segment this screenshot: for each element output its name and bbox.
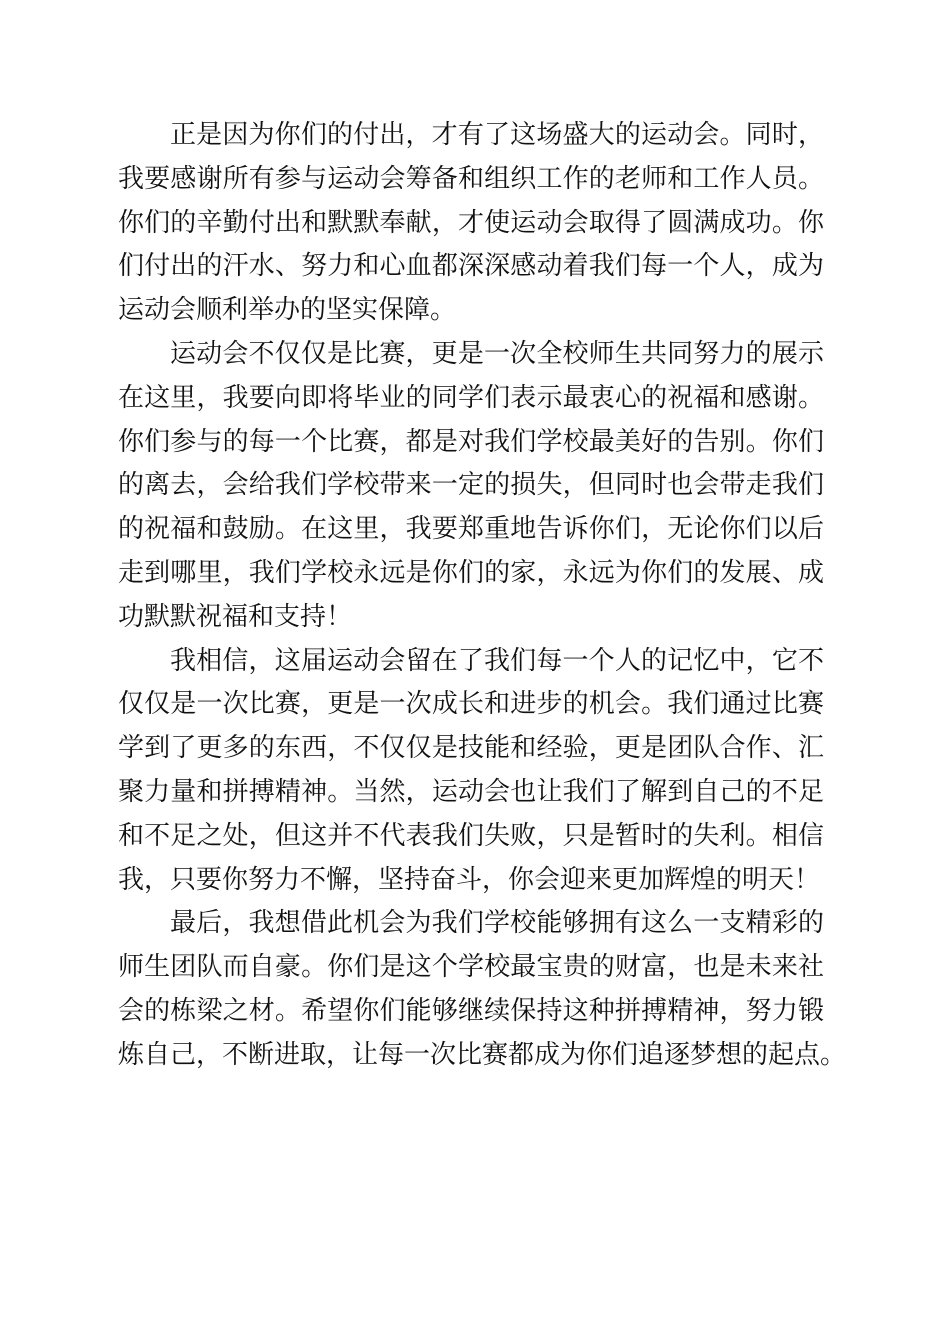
- paragraph-3-line-6: 我，只要你努力不懈，坚持奋斗，你会迎来更加辉煌的明天！: [118, 864, 821, 895]
- paragraph-1-line-5: 运动会顺利举办的坚实保障。: [118, 295, 457, 326]
- document-body: [118, 114, 847, 1078]
- paragraph-2-line-5: 的祝福和鼓励。在这里，我要郑重地告诉你们，无论你们以后: [118, 514, 824, 545]
- paragraph-4-line-4: 炼自己，不断进取，让每一次比赛都成为你们追逐梦想的起点。: [118, 1039, 847, 1070]
- paragraph-1-line-3: 你们的辛勤付出和默默奉献，才使运动会取得了圆满成功。你: [118, 207, 824, 238]
- paragraph-1-line-1: 正是因为你们的付出，才有了这场盛大的运动会。同时，: [170, 120, 824, 150]
- paragraph-2-line-3: 你们参与的每一个比赛，都是对我们学校最美好的告别。你们: [118, 426, 824, 457]
- paragraph-2-line-4: 的离去，会给我们学校带来一定的损失，但同时也会带走我们: [118, 470, 824, 501]
- paragraph-3-line-3: 学到了更多的东西，不仅仅是技能和经验，更是团队合作、汇: [118, 733, 824, 764]
- paragraph-2-line-6: 走到哪里，我们学校永远是你们的家，永远为你们的发展、成: [118, 557, 824, 588]
- paragraph-3-line-1: 我相信，这届运动会留在了我们每一个人的记忆中，它不: [170, 645, 824, 676]
- paragraph-3-line-5: 和不足之处，但这并不代表我们失败，只是暂时的失利。相信: [118, 820, 824, 851]
- paragraph-1-line-4: 们付出的汗水、努力和心血都深深感动着我们每一个人，成为: [118, 251, 824, 282]
- paragraph-3-line-4: 聚力量和拼搏精神。当然，运动会也让我们了解到自己的不足: [118, 776, 824, 807]
- paragraph-4-line-3: 会的栋梁之材。希望你们能够继续保持这种拼搏精神，努力锻: [118, 995, 824, 1026]
- paragraph-4-line-2: 师生团队而自豪。你们是这个学校最宝贵的财富，也是未来社: [118, 952, 824, 983]
- paragraph-2-line-1: 运动会不仅仅是比赛，更是一次全校师生共同努力的展示: [170, 338, 824, 369]
- paragraph-3-line-2: 仅仅是一次比赛，更是一次成长和进步的机会。我们通过比赛: [118, 689, 824, 720]
- paragraph-4-line-1: 最后，我想借此机会为我们学校能够拥有这么一支精彩的: [170, 908, 824, 939]
- paragraph-2-line-2: 在这里，我要向即将毕业的同学们表示最衷心的祝福和感谢。: [118, 382, 824, 413]
- paragraph-1-line-2: 我要感谢所有参与运动会筹备和组织工作的老师和工作人员。: [118, 163, 824, 194]
- paragraph-2-line-7: 功默默祝福和支持！: [118, 601, 353, 632]
